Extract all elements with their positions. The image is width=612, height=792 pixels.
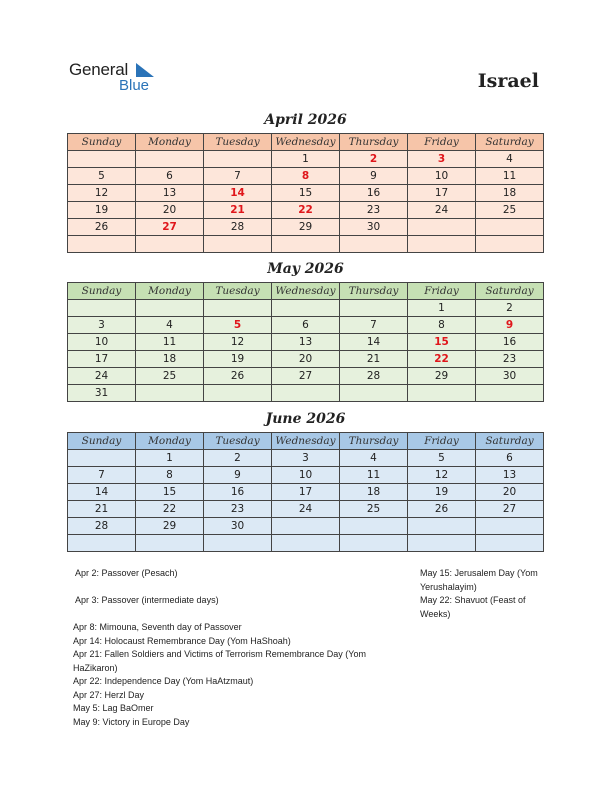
holiday-item: May 22: Shavuot (Feast of Weeks)	[420, 595, 526, 619]
day-cell: 1	[272, 151, 340, 168]
day-cell: 5	[408, 450, 476, 467]
day-cell: 9	[204, 467, 272, 484]
holiday-item: May 15: Jerusalem Day (Yom Yerushalayim)	[420, 568, 538, 592]
week-row	[68, 535, 544, 552]
day-cell: 4	[340, 450, 408, 467]
empty-cell	[408, 518, 476, 535]
empty-cell	[136, 236, 204, 253]
day-cell: 16	[476, 334, 544, 351]
empty-cell	[340, 385, 408, 402]
weekday-header: Sunday	[68, 433, 136, 450]
holiday-item: Apr 27: Herzl Day	[73, 689, 145, 700]
empty-cell	[68, 300, 136, 317]
day-cell: 22	[272, 202, 340, 219]
day-cell: 30	[340, 219, 408, 236]
weekday-header: Thursday	[340, 134, 408, 151]
empty-cell	[204, 535, 272, 552]
empty-cell	[204, 151, 272, 168]
weekday-header: Friday	[408, 433, 476, 450]
holiday-item: Apr 22: Independence Day (Yom HaAtzmaut)	[73, 676, 254, 686]
month-title-june: June 2026	[265, 411, 346, 427]
calendar-may	[67, 282, 544, 402]
empty-cell	[272, 300, 340, 317]
day-cell: 4	[136, 317, 204, 334]
day-cell: 9	[340, 168, 408, 185]
empty-cell	[272, 385, 340, 402]
empty-cell	[272, 236, 340, 253]
holiday-item: May 5: Lag BaOmer	[73, 703, 154, 713]
day-cell: 25	[136, 368, 204, 385]
empty-cell	[340, 518, 408, 535]
day-cell: 1	[136, 450, 204, 467]
day-cell: 2	[340, 151, 408, 168]
day-cell: 12	[204, 334, 272, 351]
day-cell: 18	[340, 484, 408, 501]
day-cell: 26	[204, 368, 272, 385]
month-title-may: May 2026	[267, 261, 344, 277]
week-row	[68, 368, 544, 385]
day-cell: 20	[476, 484, 544, 501]
week-row	[68, 151, 544, 168]
day-cell: 21	[340, 351, 408, 368]
day-cell: 12	[68, 185, 136, 202]
weekday-header: Wednesday	[272, 433, 340, 450]
day-cell: 20	[136, 202, 204, 219]
week-row	[68, 219, 544, 236]
weekday-header: Monday	[136, 283, 204, 300]
holiday-list-left-b	[75, 594, 395, 608]
weekday-header: Wednesday	[272, 283, 340, 300]
day-cell: 24	[408, 202, 476, 219]
day-cell: 29	[136, 518, 204, 535]
empty-cell	[408, 236, 476, 253]
day-cell: 27	[272, 368, 340, 385]
week-row	[68, 202, 544, 219]
day-cell: 3	[272, 450, 340, 467]
day-cell: 16	[340, 185, 408, 202]
empty-cell	[68, 535, 136, 552]
empty-cell	[408, 535, 476, 552]
day-cell: 22	[136, 501, 204, 518]
day-cell: 6	[476, 450, 544, 467]
week-row	[68, 450, 544, 467]
day-cell: 11	[340, 467, 408, 484]
day-cell: 18	[476, 185, 544, 202]
day-cell: 7	[204, 168, 272, 185]
day-cell: 11	[476, 168, 544, 185]
holiday-item: May 9: Victory in Europe Day	[73, 716, 190, 727]
day-cell: 5	[68, 168, 136, 185]
empty-cell	[136, 300, 204, 317]
day-cell: 28	[204, 219, 272, 236]
day-cell: 21	[204, 202, 272, 219]
holiday-item: Apr 2: Passover (Pesach)	[75, 568, 178, 578]
day-cell: 14	[204, 185, 272, 202]
day-cell: 23	[204, 501, 272, 518]
week-row	[68, 300, 544, 317]
week-row	[68, 185, 544, 202]
day-cell: 29	[408, 368, 476, 385]
day-cell: 3	[408, 151, 476, 168]
day-cell: 1	[408, 300, 476, 317]
generalblue-logo	[69, 60, 169, 96]
day-cell: 8	[272, 168, 340, 185]
logo-flag-icon	[136, 63, 154, 77]
holiday-item: Apr 8: Mimouna, Seventh day of Passover	[73, 622, 242, 632]
calendar-april	[67, 133, 544, 253]
day-cell: 15	[272, 185, 340, 202]
day-cell: 5	[204, 317, 272, 334]
day-cell: 6	[136, 168, 204, 185]
empty-cell	[204, 236, 272, 253]
holiday-list-left-c	[73, 621, 403, 729]
week-row	[68, 334, 544, 351]
day-cell: 15	[408, 334, 476, 351]
day-cell: 25	[476, 202, 544, 219]
weekday-header: Wednesday	[272, 134, 340, 151]
empty-cell	[476, 219, 544, 236]
day-cell: 2	[476, 300, 544, 317]
empty-cell	[476, 385, 544, 402]
empty-cell	[68, 450, 136, 467]
empty-cell	[408, 385, 476, 402]
month-title-april: April 2026	[264, 112, 347, 128]
day-cell: 2	[204, 450, 272, 467]
weekday-header: Sunday	[68, 283, 136, 300]
day-cell: 12	[408, 467, 476, 484]
day-cell: 17	[408, 185, 476, 202]
logo-general-text: General	[69, 60, 129, 79]
weekday-header: Tuesday	[204, 433, 272, 450]
day-cell: 14	[68, 484, 136, 501]
weekday-header-row	[68, 134, 544, 151]
empty-cell	[204, 300, 272, 317]
day-cell: 23	[476, 351, 544, 368]
logo-blue-text: Blue	[119, 77, 150, 94]
day-cell: 21	[68, 501, 136, 518]
holiday-list-right	[420, 567, 545, 621]
day-cell: 24	[68, 368, 136, 385]
week-row	[68, 385, 544, 402]
day-cell: 13	[272, 334, 340, 351]
day-cell: 7	[340, 317, 408, 334]
week-row	[68, 168, 544, 185]
holiday-list-left-a	[75, 567, 395, 581]
week-row	[68, 317, 544, 334]
weekday-header: Tuesday	[204, 134, 272, 151]
empty-cell	[136, 151, 204, 168]
day-cell: 22	[408, 351, 476, 368]
empty-cell	[136, 385, 204, 402]
day-cell: 17	[68, 351, 136, 368]
day-cell: 26	[68, 219, 136, 236]
weekday-header: Saturday	[476, 283, 544, 300]
day-cell: 10	[408, 168, 476, 185]
weekday-header: Saturday	[476, 433, 544, 450]
empty-cell	[68, 236, 136, 253]
week-row	[68, 518, 544, 535]
weekday-header: Thursday	[340, 283, 408, 300]
empty-cell	[136, 535, 204, 552]
day-cell: 17	[272, 484, 340, 501]
week-row	[68, 236, 544, 253]
day-cell: 30	[204, 518, 272, 535]
day-cell: 31	[68, 385, 136, 402]
weekday-header: Tuesday	[204, 283, 272, 300]
day-cell: 23	[340, 202, 408, 219]
empty-cell	[340, 535, 408, 552]
weekday-header: Thursday	[340, 433, 408, 450]
day-cell: 4	[476, 151, 544, 168]
day-cell: 15	[136, 484, 204, 501]
day-cell: 13	[136, 185, 204, 202]
weekday-header: Monday	[136, 134, 204, 151]
day-cell: 25	[340, 501, 408, 518]
empty-cell	[476, 535, 544, 552]
day-cell: 19	[68, 202, 136, 219]
holiday-item: Apr 3: Passover (intermediate days)	[75, 595, 219, 605]
empty-cell	[408, 219, 476, 236]
weekday-header: Monday	[136, 433, 204, 450]
calendar-june	[67, 432, 544, 552]
day-cell: 7	[68, 467, 136, 484]
weekday-header: Friday	[408, 283, 476, 300]
day-cell: 18	[136, 351, 204, 368]
empty-cell	[272, 535, 340, 552]
empty-cell	[340, 300, 408, 317]
day-cell: 8	[136, 467, 204, 484]
weekday-header: Saturday	[476, 134, 544, 151]
week-row	[68, 501, 544, 518]
country-title: Israel	[477, 70, 539, 92]
day-cell: 27	[476, 501, 544, 518]
day-cell: 20	[272, 351, 340, 368]
day-cell: 29	[272, 219, 340, 236]
day-cell: 3	[68, 317, 136, 334]
day-cell: 30	[476, 368, 544, 385]
day-cell: 10	[272, 467, 340, 484]
day-cell: 24	[272, 501, 340, 518]
day-cell: 13	[476, 467, 544, 484]
day-cell: 16	[204, 484, 272, 501]
week-row	[68, 484, 544, 501]
day-cell: 14	[340, 334, 408, 351]
week-row	[68, 467, 544, 484]
day-cell: 28	[68, 518, 136, 535]
empty-cell	[476, 518, 544, 535]
empty-cell	[68, 151, 136, 168]
empty-cell	[476, 236, 544, 253]
empty-cell	[340, 236, 408, 253]
week-row	[68, 351, 544, 368]
day-cell: 19	[204, 351, 272, 368]
day-cell: 28	[340, 368, 408, 385]
day-cell: 6	[272, 317, 340, 334]
day-cell: 10	[68, 334, 136, 351]
weekday-header-row	[68, 283, 544, 300]
day-cell: 9	[476, 317, 544, 334]
empty-cell	[204, 385, 272, 402]
weekday-header-row	[68, 433, 544, 450]
weekday-header: Sunday	[68, 134, 136, 151]
holiday-item: Apr 21: Fallen Soldiers and Victims of Terrorism Remembrance Day (Yom HaZikaron)	[73, 649, 366, 673]
day-cell: 19	[408, 484, 476, 501]
day-cell: 8	[408, 317, 476, 334]
empty-cell	[272, 518, 340, 535]
holiday-item: Apr 14: Holocaust Remembrance Day (Yom HaShoah)	[73, 635, 291, 646]
weekday-header: Friday	[408, 134, 476, 151]
day-cell: 27	[136, 219, 204, 236]
day-cell: 11	[136, 334, 204, 351]
day-cell: 26	[408, 501, 476, 518]
